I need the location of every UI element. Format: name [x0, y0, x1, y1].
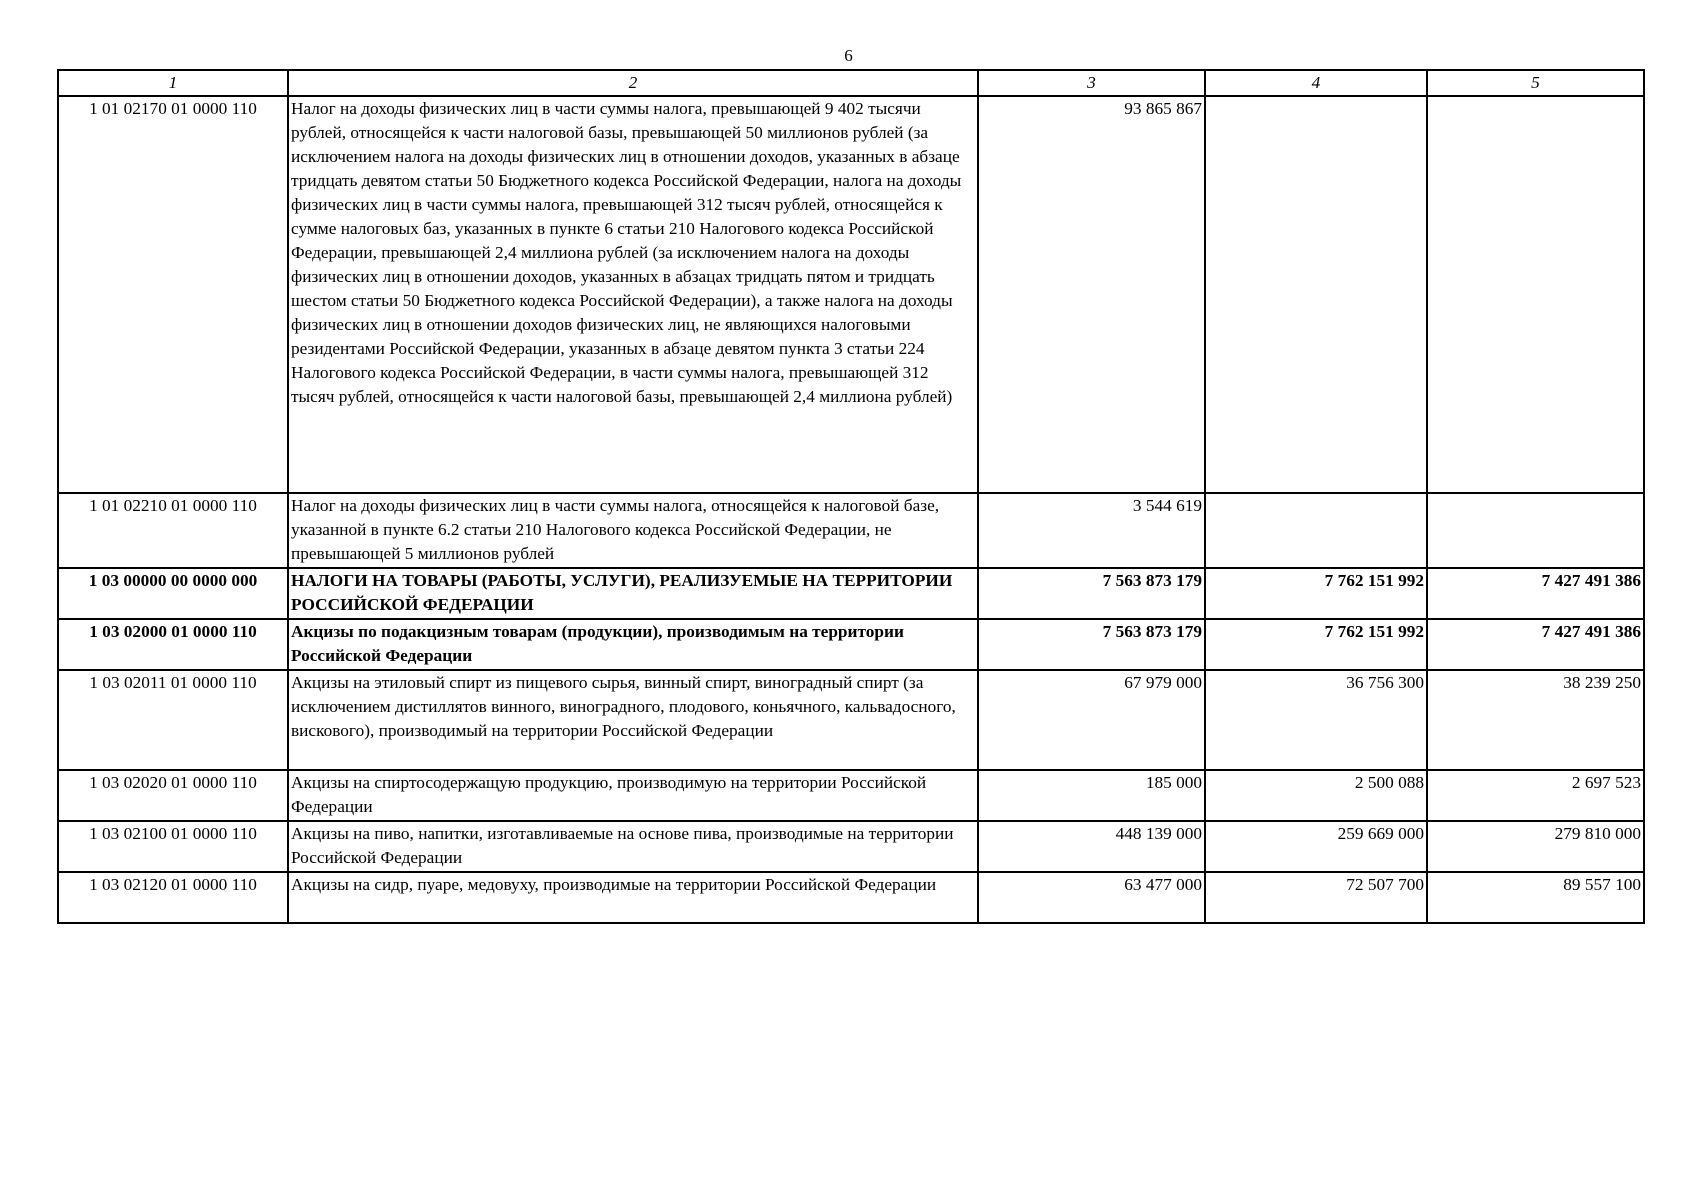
row-value-col5: 7 427 491 386: [1427, 568, 1644, 619]
row-value-col3: 67 979 000: [978, 670, 1205, 770]
row-code: 1 01 02170 01 0000 110: [58, 96, 288, 493]
row-value-col4: [1205, 493, 1427, 568]
table-row: [58, 872, 1644, 923]
table-row: [58, 96, 1644, 493]
row-name: Акцизы на пиво, напитки, изготавливаемые на основе пива, производимые на территории Российской Федерации: [288, 821, 978, 872]
table-row: [58, 670, 1644, 770]
row-code: 1 03 00000 00 0000 000: [58, 568, 288, 619]
column-header-4: 4: [1205, 70, 1427, 96]
row-value-col4: 2 500 088: [1205, 770, 1427, 821]
row-value-col3: 7 563 873 179: [978, 619, 1205, 670]
row-name: Акцизы по подакцизным товарам (продукции), производимым на территории Российской Федерации: [288, 619, 978, 670]
row-code: 1 03 02020 01 0000 110: [58, 770, 288, 821]
row-value-col4: 72 507 700: [1205, 872, 1427, 923]
column-header-1: 1: [58, 70, 288, 96]
table-row-subtotal: [58, 619, 1644, 670]
row-name: НАЛОГИ НА ТОВАРЫ (РАБОТЫ, УСЛУГИ), РЕАЛИЗУЕМЫЕ НА ТЕРРИТОРИИ РОССИЙСКОЙ ФЕДЕРАЦИИ: [288, 568, 978, 619]
row-value-col5: [1427, 96, 1644, 493]
table-row: [58, 770, 1644, 821]
column-header-5: 5: [1427, 70, 1644, 96]
row-value-col3: 7 563 873 179: [978, 568, 1205, 619]
row-value-col5: 7 427 491 386: [1427, 619, 1644, 670]
table-row-total: [58, 568, 1644, 619]
row-value-col3: 448 139 000: [978, 821, 1205, 872]
row-code: 1 03 02011 01 0000 110: [58, 670, 288, 770]
row-name: Акцизы на этиловый спирт из пищевого сырья, винный спирт, виноградный спирт (за исключением дистиллятов винного, виноградного, плодового, коньячного, кальвадосного, вискового), производимый на территории Российской Федерации: [288, 670, 978, 770]
row-value-col3: 185 000: [978, 770, 1205, 821]
budget-revenue-table: [57, 69, 1645, 924]
row-value-col4: 7 762 151 992: [1205, 619, 1427, 670]
row-code: 1 01 02210 01 0000 110: [58, 493, 288, 568]
page-number: 6: [844, 46, 853, 65]
column-header-3: 3: [978, 70, 1205, 96]
row-name: Налог на доходы физических лиц в части суммы налога, относящейся к налоговой базе, указанной в пункте 6.2 статьи 210 Налогового кодекса Российской Федерации, не превышающей 5 миллионов рублей: [288, 493, 978, 568]
row-value-col5: 2 697 523: [1427, 770, 1644, 821]
header-row: [58, 70, 1644, 96]
column-header-2: 2: [288, 70, 978, 96]
row-name: Акцизы на спиртосодержащую продукцию, производимую на территории Российской Федерации: [288, 770, 978, 821]
row-code: 1 03 02000 01 0000 110: [58, 619, 288, 670]
row-value-col3: 63 477 000: [978, 872, 1205, 923]
table-row: [58, 493, 1644, 568]
row-code: 1 03 02120 01 0000 110: [58, 872, 288, 923]
row-code: 1 03 02100 01 0000 110: [58, 821, 288, 872]
row-value-col5: 38 239 250: [1427, 670, 1644, 770]
row-name: Акцизы на сидр, пуаре, медовуху, производимые на территории Российской Федерации: [288, 872, 978, 923]
row-value-col4: 7 762 151 992: [1205, 568, 1427, 619]
row-value-col4: [1205, 96, 1427, 493]
row-value-col5: 279 810 000: [1427, 821, 1644, 872]
table-row: [58, 821, 1644, 872]
row-value-col4: 259 669 000: [1205, 821, 1427, 872]
row-value-col3: 93 865 867: [978, 96, 1205, 493]
row-name: Налог на доходы физических лиц в части суммы налога, превышающей 9 402 тысячи рублей, относящейся к части налоговой базы, превышающей 50 миллионов рублей (за исключением налога на доходы физических лиц в отношении доходов, указанных в абзаце тридцать девятом статьи 50 Бюджетного кодекса Российской Федерации, налога на доходы физических лиц в части суммы налога, превышающей 312 тысяч рублей, относящейся к сумме налоговых баз, указанных в пункте 6 статьи 210 Налогового кодекса Российской Федерации, превышающей 2,4 миллиона рублей (за исключением налога на доходы физических лиц в отношении доходов, указанных в абзацах тридцать пятом и тридцать шестом статьи 50 Бюджетного кодекса Российской Федерации), а также налога на доходы физических лиц в отношении доходов физических лиц, не являющихся налоговыми резидентами Российской Федерации, указанных в абзаце девятом пункта 3 статьи 224 Налогового кодекса Российской Федерации, в части суммы налога, превышающей 312 тысяч рублей, относящейся к части налоговой базы, превышающей 2,4 миллиона рублей): [288, 96, 978, 493]
row-value-col5: 89 557 100: [1427, 872, 1644, 923]
row-value-col5: [1427, 493, 1644, 568]
row-value-col4: 36 756 300: [1205, 670, 1427, 770]
row-value-col3: 3 544 619: [978, 493, 1205, 568]
